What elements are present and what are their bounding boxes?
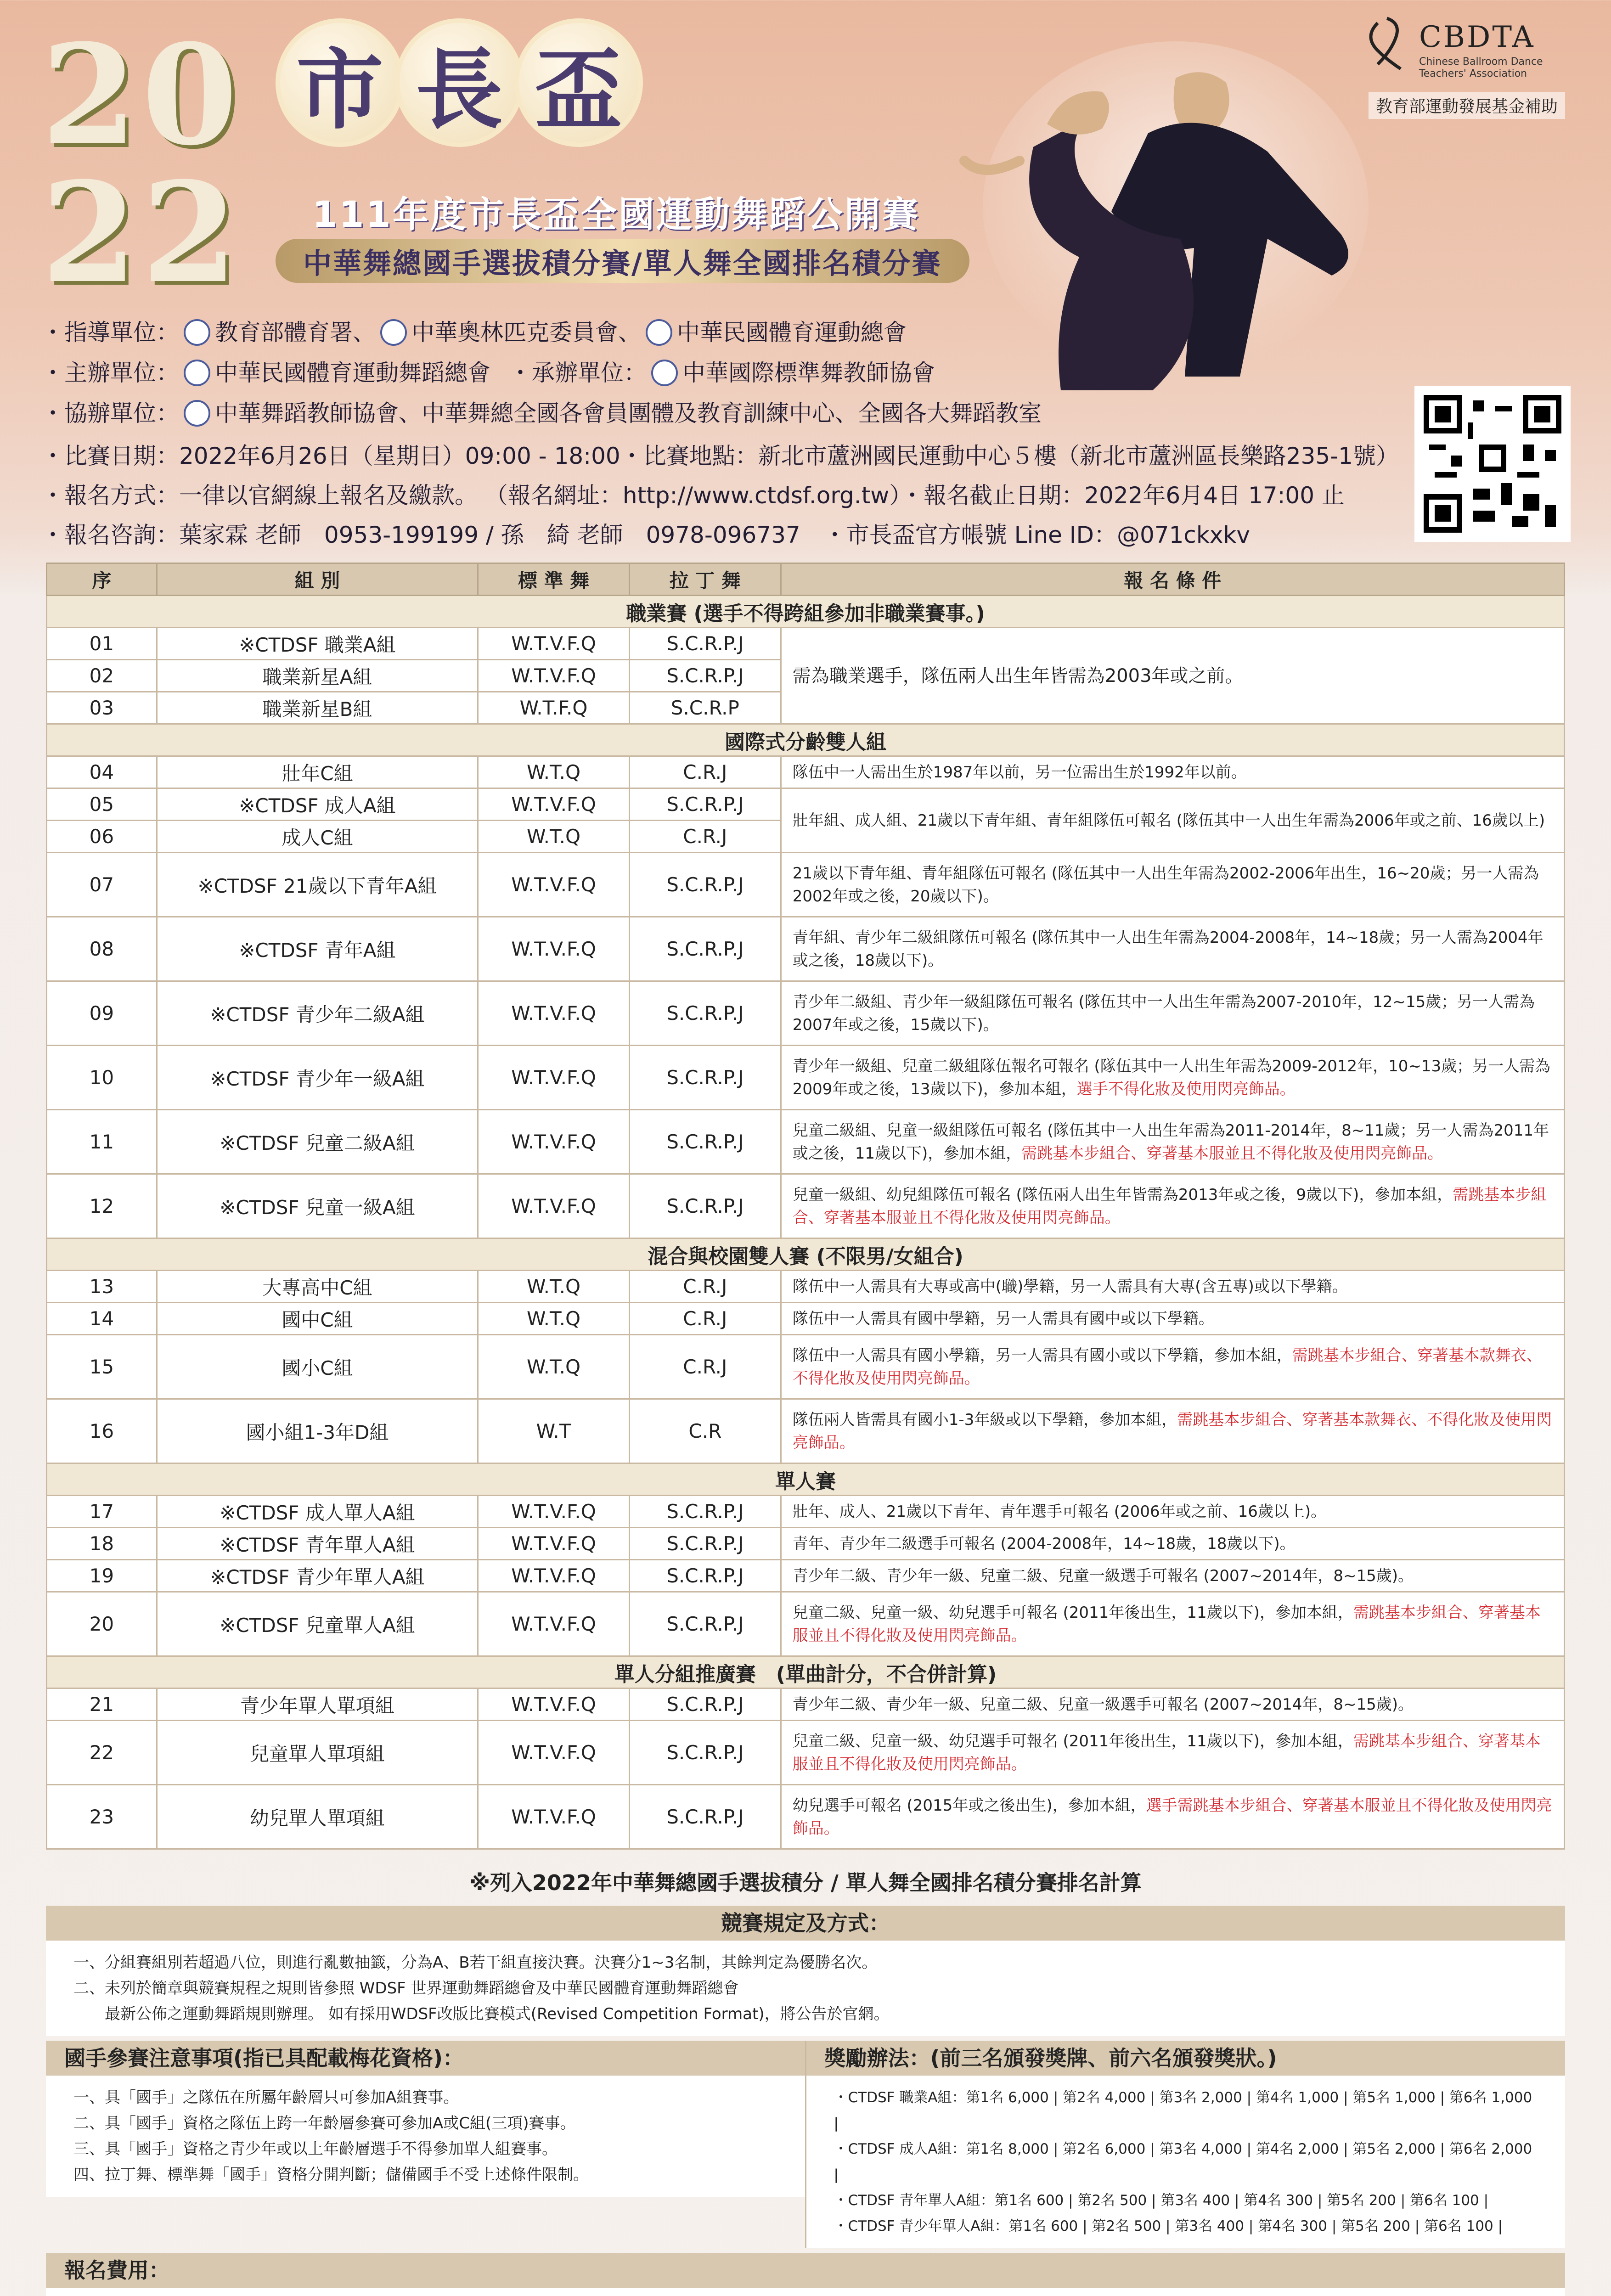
competition-rules-body: 一、分組賽組別若超過八位，則進行亂數抽籤，分為A、B若干組直接決賽。決賽分1~3名制，其餘判定為優勝名次。 二、未列於簡章與競賽規程之規則皆參照 WDSF 世界運動舞蹈總會及中華民國體育運動舞蹈總會 最新公佈之運動舞蹈規則辦理。 如有採用WDSF改版比賽模式(Revised Competition Format)，將公告於官網。 (46, 1941, 1565, 2036)
table-row: 10 ※CTDSF 青少年一級A組 W.T.V.F.Q S.C.R.P.J 青少年一級組、兒童二級組隊伍報名可報名 (隊伍其中一人出生年需為2009-2012年，10~13歲；另一人需為2009年或之後，13歲以下)，參加本組，選手不得化妝及使用閃亮飾品。 (47, 1046, 1565, 1110)
event-info (41, 436, 1399, 555)
table-row: 02 職業新星A組 W.T.V.F.Q S.C.R.P.J (47, 660, 1565, 692)
logo-name: CBDTA (1419, 20, 1535, 54)
table-row: 01 ※CTDSF 職業A組 W.T.V.F.Q S.C.R.P.J 需為職業選手，隊伍兩人出生年皆需為2003年或之前。 (47, 628, 1565, 660)
info-date-venue: ・比賽日期：2022年6月26日（星期日）09:00 - 18:00・比賽地點：新北市蘆洲國民運動中心５樓（新北市蘆洲區長樂路235-1號） (41, 443, 1399, 469)
competition-rules-title: 競賽規定及方式： (46, 1906, 1565, 1941)
organizer-list (41, 312, 1042, 433)
prize-block (806, 2041, 1566, 2248)
table-row: 19 ※CTDSF 青少年單人A組 W.T.V.F.Q S.C.R.P.J 青少年二級、青少年一級、兒童二級、兒童一級選手可報名 (2007~2014年，8~15歲)。 (47, 1560, 1565, 1592)
table-row: 07 ※CTDSF 21歲以下青年A組 W.T.V.F.Q S.C.R.P.J 21歲以下青年組、青年組隊伍可報名 (隊伍其中一人出生年需為2002-2006年出生，16~20歲；另一人需為2002年或之後，20歲以下)。 (47, 853, 1565, 917)
table-row: 20 ※CTDSF 兒童單人A組 W.T.V.F.Q S.C.R.P.J 兒童二級、兒童一級、幼兒選手可報名 (2011年後出生，11歲以下)，參加本組，需跳基本步組合、穿著基本服並且不得化妝及使用閃亮飾品。 (47, 1592, 1565, 1656)
co-line (41, 393, 1042, 433)
table-row: 23 幼兒單人單項組 W.T.V.F.Q S.C.R.P.J 幼兒選手可報名 (2015年或之後出生)，參加本組，選手需跳基本步組合、穿著基本服並且不得化妝及使用閃亮飾品。 (47, 1785, 1565, 1849)
col-standard: 標 準 舞 (478, 563, 630, 596)
line-qr-code[interactable] (1414, 386, 1571, 542)
dance-teacher-emblem-icon (184, 400, 210, 427)
info-contact: ・報名咨詢：葉家霖 老師 0953-199199 / 孫 綺 老師 0978-096737 ・市長盃官方帳號 Line ID：@071ckxkv (41, 522, 1250, 548)
national-athlete-block (46, 2041, 806, 2248)
table-row: 05 ※CTDSF 成人A組 W.T.V.F.Q S.C.R.P.J 壯年組、成人組、21歲以下青年組、青年組隊伍可報名 (隊伍其中一人出生年需為2006年或之前、16歲以上) (47, 788, 1565, 821)
sports-federation-emblem-icon (646, 319, 672, 346)
section-solo: 單人賽 (47, 1463, 1565, 1496)
logo-english: Chinese Ballroom Dance Teachers' Association (1419, 56, 1543, 79)
co-item: 中華舞蹈教師協會、中華舞總全國各會員團體及教育訓練中心、全國各大舞蹈教室 (215, 400, 1042, 427)
qr-code-icon (1424, 395, 1561, 533)
col-condition: 報 名 條 件 (781, 563, 1564, 596)
table-row: 12 ※CTDSF 兒童一級A組 W.T.V.F.Q S.C.R.P.J 兒童一級組、幼兒組隊伍可報名 (隊伍兩人出生年皆需為2013年或之後，9歲以下)，參加本組，需跳基本步組合、穿著基本服並且不得化妝及使用閃亮飾品。 (47, 1174, 1565, 1238)
cbdta-emblem-icon (651, 360, 678, 386)
host-item: 中華民國體育運動舞蹈總會 (215, 360, 490, 386)
table-row: 14 國中C組 W.T.Q C.R.J 隊伍中一人需具有國中學籍，另一人需具有國中或以下學籍。 (47, 1303, 1565, 1335)
rules-section (46, 1906, 1565, 2296)
poster-header (0, 0, 1611, 556)
col-no: 序 (47, 563, 157, 596)
table-header-row (47, 563, 1565, 596)
table-row: 04 壯年C組 W.T.Q C.R.J 隊伍中一人需出生於1987年以前，另一位需出生於1992年以前。 (47, 756, 1565, 788)
main-title: 111年度市長盃全國運動舞蹈公開賽 (312, 194, 920, 236)
national-athlete-body: 一、具「國手」之隊伍在所屬年齡層只可參加A組賽事。 二、具「國手」資格之隊伍上跨一年齡層參賽可參加A或C組(三項)賽事。 三、具「國手」資格之青少年或以上年齡層選手不得參加單人組賽事。 四、拉丁舞、標準舞「國手」資格分開判斷；儲備國手不受上述條件限制。 (46, 2076, 805, 2197)
host-line (41, 353, 1042, 393)
guide-label: ・指導單位： (41, 319, 179, 346)
col-latin: 拉 丁 舞 (629, 563, 781, 596)
national-and-prize (46, 2041, 1565, 2248)
co-label: ・協辦單位： (41, 400, 179, 427)
olympic-emblem-icon (380, 319, 407, 346)
prize-title: 獎勵辦法：(前三名頒發獎牌、前六名頒發獎狀。) (806, 2041, 1566, 2076)
section-age-groups: 國際式分齡雙人組 (47, 724, 1565, 756)
fee-body (46, 2288, 1565, 2296)
section-mixed-campus: 混合與校園雙人賽 (不限男/女組合) (47, 1238, 1565, 1271)
section-professional: 職業賽 (選手不得跨組參加非職業賽事。) (47, 596, 1565, 628)
moe-emblem-icon (184, 319, 210, 346)
info-registration: ・報名方式：一律以官網線上報名及繳款。 （報名網址：http://www.ctdsf.org.tw）・報名截止日期：2022年6月4日 17:00 止 (41, 482, 1345, 509)
national-athlete-title: 國手參賽注意事項(指已具配載梅花資格)： (46, 2041, 805, 2076)
table-row: 13 大專高中C組 W.T.Q C.R.J 隊伍中一人需具有大專或高中(職)學籍，另一人需具有大專(含五專)或以下學籍。 (47, 1271, 1565, 1303)
sub-title: 中華舞總國手選拔積分賽/單人舞全國排名積分賽 (276, 239, 969, 283)
organizer-label: ・承辦單位： (509, 360, 647, 386)
cup-char-2: 長 (395, 18, 524, 147)
dancer-logo-icon (1359, 14, 1410, 73)
table-row: 17 ※CTDSF 成人單人A組 W.T.V.F.Q S.C.R.P.J 壯年、成人、21歲以下青年、青年選手可報名 (2006年或之前、16歲以上)。 (47, 1496, 1565, 1528)
ranking-footnote: ※列入2022年中華舞總國手選拔積分 / 單人舞全國排名積分賽排名計算 (469, 1870, 1142, 1895)
year-bottom: 22 (41, 152, 242, 314)
table-row: 18 ※CTDSF 青年單人A組 W.T.V.F.Q S.C.R.P.J 青年、青少年二級選手可報名 (2004-2008年，14~18歲，18歲以下)。 (47, 1528, 1565, 1560)
year-top: 20 (41, 14, 242, 176)
host-label: ・主辦單位： (41, 360, 179, 386)
organizer-item: 中華國際標準舞教師協會 (682, 360, 935, 386)
ctdsf-emblem-icon (184, 360, 210, 386)
cup-char-1: 市 (276, 18, 404, 147)
section-solo-promotion: 單人分組推廣賽 (單曲計分，不合併計算) (47, 1656, 1565, 1688)
table-row: 09 ※CTDSF 青少年二級A組 W.T.V.F.Q S.C.R.P.J 青少年二級組、青少年一級組隊伍可報名 (隊伍其中一人出生年需為2007-2010年，12~15歲；另一人需為2007年或之後，15歲以下)。 (47, 981, 1565, 1046)
table-row: 21 青少年單人單項組 W.T.V.F.Q S.C.R.P.J 青少年二級、青少年一級、兒童二級、兒童一級選手可報名 (2007~2014年，8~15歲)。 (47, 1688, 1565, 1721)
col-group: 組 別 (157, 563, 478, 596)
cup-char-3: 盃 (514, 18, 643, 147)
table-row: 06 成人C組 W.T.Q C.R.J (47, 821, 1565, 853)
table-row: 15 國小C組 W.T.Q C.R.J 隊伍中一人需具有國小學籍，另一人需具有國小或以下學籍，參加本組，需跳基本步組合、穿著基本款舞衣、不得化妝及使用閃亮飾品。 (47, 1335, 1565, 1399)
table-row: 22 兒童單人單項組 W.T.V.F.Q S.C.R.P.J 兒童二級、兒童一級、幼兒選手可報名 (2011年後出生，11歲以下)，參加本組，需跳基本步組合、穿著基本服並且不得化妝及使用閃亮飾品。 (47, 1721, 1565, 1785)
table-row: 03 職業新星B組 W.T.F.Q S.C.R.P (47, 692, 1565, 724)
guide-line (41, 312, 1042, 353)
registration-table (46, 563, 1565, 1850)
guide-item-3: 中華民國體育運動總會 (677, 319, 907, 346)
table-row: 08 ※CTDSF 青年A組 W.T.V.F.Q S.C.R.P.J 青年組、青少年二級組隊伍可報名 (隊伍其中一人出生年需為2004-2008年，14~18歲；另一人需為2004年或之後，18歲以下)。 (47, 917, 1565, 981)
guide-item-2: 中華奧林匹克委員會、 (411, 319, 641, 346)
guide-item-1: 教育部體育署、 (215, 319, 376, 346)
prize-body: ・CTDSF 職業A組：第1名 6,000 | 第2名 4,000 | 第3名 2,000 | 第4名 1,000 | 第5名 1,000 | 第6名 1,000 | ・CTDSF 成人A組：第1名 8,000 | 第2名 6,000 | 第3名 4,000 | 第4名 2,000 | 第5名 2,000 | 第6名 2,000 | ・CTDSF 青年單人A組：第1名 600 | 第2名 500 | 第3名 400 | 第4名 300 | 第5名 200 | 第6名 100 | ・CTDSF 青少年單人A組：第1名 600 | 第2名 500 | 第3名 400 | 第4名 300 | 第5名 200 | 第6名 100 | (806, 2076, 1566, 2248)
table-row: 11 ※CTDSF 兒童二級A組 W.T.V.F.Q S.C.R.P.J 兒童二級組、兒童一級組隊伍可報名 (隊伍其中一人出生年需為2011-2014年，8~11歲；另一人需為2011年或之後，11歲以下)，參加本組，需跳基本步組合、穿著基本服並且不得化妝及使用閃亮飾品。 (47, 1110, 1565, 1174)
table-row: 16 國小組1-3年D組 W.T C.R 隊伍兩人皆需具有國小1-3年級或以下學籍，參加本組，需跳基本步組合、穿著基本款舞衣、不得化妝及使用閃亮飾品。 (47, 1399, 1565, 1463)
fee-title: 報名費用： (46, 2253, 1565, 2288)
fund-note: 教育部運動發展基金補助 (1369, 92, 1565, 119)
